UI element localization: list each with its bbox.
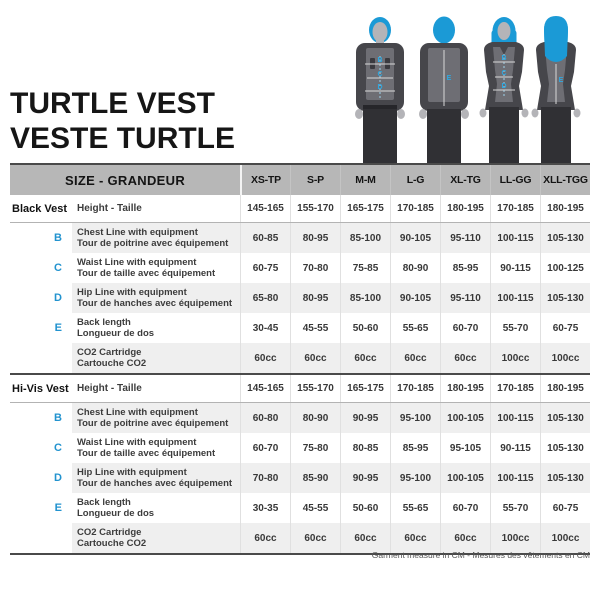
measure-value: 80-85 bbox=[340, 433, 390, 463]
measure-row bbox=[10, 223, 590, 253]
measure-value: 105-130 bbox=[540, 433, 590, 463]
figure-female-front bbox=[480, 17, 529, 165]
measure-value: 105-130 bbox=[540, 403, 590, 433]
back-length-letter: E bbox=[558, 77, 564, 84]
measure-value: 60-75 bbox=[240, 253, 290, 283]
measure-value: 30-45 bbox=[240, 313, 290, 343]
measure-letter bbox=[10, 343, 72, 373]
footer-note: Garment measure in CM - Mesures des vêtements en CM bbox=[371, 550, 590, 560]
measure-value: 60-70 bbox=[440, 493, 490, 523]
height-value: 165-175 bbox=[340, 375, 390, 402]
measure-value: 60cc bbox=[340, 343, 390, 373]
label-fr: Tour de hanches avec équipement bbox=[77, 478, 233, 489]
size-table-body bbox=[10, 195, 590, 553]
figure-male-back bbox=[419, 17, 469, 166]
measure-value: 60cc bbox=[440, 523, 490, 553]
measure-label bbox=[72, 223, 240, 253]
label-en: Back length bbox=[77, 317, 131, 328]
label-en: CO2 Cartridge bbox=[77, 347, 142, 358]
measure-value: 75-80 bbox=[290, 433, 340, 463]
label-en: Back length bbox=[77, 497, 131, 508]
height-value: 180-195 bbox=[540, 195, 590, 222]
measure-value: 85-100 bbox=[340, 223, 390, 253]
page-title bbox=[10, 86, 235, 156]
measure-letter: D bbox=[10, 463, 72, 493]
height-value: 145-165 bbox=[240, 195, 290, 222]
height-value: 170-185 bbox=[390, 195, 440, 222]
label-fr: Tour de taille avec équipement bbox=[77, 268, 216, 279]
measure-value: 90-105 bbox=[390, 283, 440, 313]
measure-label bbox=[72, 493, 240, 523]
label-fr: Longueur de dos bbox=[77, 328, 155, 339]
label-en: Hip Line with equipment bbox=[77, 467, 187, 478]
measure-letter: C bbox=[10, 433, 72, 463]
label-fr: Tour de poitrine avec équipement bbox=[77, 418, 229, 429]
measure-value: 55-65 bbox=[390, 313, 440, 343]
measure-label bbox=[72, 433, 240, 463]
measure-value: 100cc bbox=[490, 343, 540, 373]
measure-row bbox=[10, 493, 590, 523]
measure-value: 60cc bbox=[390, 523, 440, 553]
measure-value: 100cc bbox=[540, 523, 590, 553]
measure-value: 55-70 bbox=[490, 313, 540, 343]
size-column-header: L-G bbox=[390, 165, 440, 195]
label-en: Chest Line with equipment bbox=[77, 227, 198, 238]
measure-letter: B bbox=[10, 223, 72, 253]
measure-value: 60cc bbox=[240, 343, 290, 373]
measure-value: 60-80 bbox=[240, 403, 290, 433]
measure-value: 50-60 bbox=[340, 493, 390, 523]
measure-row bbox=[10, 343, 590, 373]
table-header-row bbox=[10, 163, 590, 195]
label-en: CO2 Cartridge bbox=[77, 527, 142, 538]
hip-letter: D bbox=[377, 84, 383, 91]
measure-label bbox=[72, 253, 240, 283]
height-value: 165-175 bbox=[340, 195, 390, 222]
measure-label bbox=[72, 343, 240, 373]
measure-value: 60cc bbox=[440, 343, 490, 373]
label-fr: Tour de hanches avec équipement bbox=[77, 298, 233, 309]
measure-row bbox=[10, 313, 590, 343]
height-value: 180-195 bbox=[540, 375, 590, 402]
measure-value: 60cc bbox=[290, 343, 340, 373]
measure-value: 60cc bbox=[240, 523, 290, 553]
measure-label bbox=[72, 313, 240, 343]
measure-label bbox=[72, 403, 240, 433]
height-value: 155-170 bbox=[290, 375, 340, 402]
measure-row bbox=[10, 403, 590, 433]
height-value: 180-195 bbox=[440, 375, 490, 402]
measure-value: 100cc bbox=[490, 523, 540, 553]
measure-row bbox=[10, 463, 590, 493]
size-column-header: XS-TP bbox=[240, 165, 290, 195]
measure-value: 90-95 bbox=[340, 463, 390, 493]
measure-value: 100-125 bbox=[540, 253, 590, 283]
size-column-header: XL-TG bbox=[440, 165, 490, 195]
measure-value: 60-75 bbox=[540, 313, 590, 343]
measure-letter: C bbox=[10, 253, 72, 283]
measure-value: 70-80 bbox=[240, 463, 290, 493]
measure-value: 75-85 bbox=[340, 253, 390, 283]
label-en: Chest Line with equipment bbox=[77, 407, 198, 418]
measure-value: 85-95 bbox=[440, 253, 490, 283]
figure-male-front bbox=[355, 17, 405, 165]
measure-value: 85-90 bbox=[290, 463, 340, 493]
measure-value: 60cc bbox=[290, 523, 340, 553]
measure-value: 50-60 bbox=[340, 313, 390, 343]
height-value: 180-195 bbox=[440, 195, 490, 222]
section-row bbox=[10, 373, 590, 403]
measure-value: 90-95 bbox=[340, 403, 390, 433]
measure-value: 100-115 bbox=[490, 463, 540, 493]
measure-label bbox=[72, 283, 240, 313]
label-fr: Tour de poitrine avec équipement bbox=[77, 238, 229, 249]
measure-value: 60cc bbox=[390, 343, 440, 373]
size-header-label: SIZE - GRANDEUR bbox=[64, 172, 186, 188]
size-table bbox=[10, 163, 590, 555]
measure-label bbox=[72, 523, 240, 553]
measure-row bbox=[10, 253, 590, 283]
measure-value: 60-85 bbox=[240, 223, 290, 253]
label-en: Hip Line with equipment bbox=[77, 287, 187, 298]
measure-value: 70-80 bbox=[290, 253, 340, 283]
measure-value: 60-70 bbox=[240, 433, 290, 463]
measure-letter: D bbox=[10, 283, 72, 313]
label-fr: Longueur de dos bbox=[77, 508, 155, 519]
measure-value: 55-70 bbox=[490, 493, 540, 523]
measure-value: 30-35 bbox=[240, 493, 290, 523]
measure-row bbox=[10, 433, 590, 463]
label-fr: Tour de taille avec équipement bbox=[77, 448, 216, 459]
measure-value: 100-115 bbox=[490, 223, 540, 253]
title-line-fr: VESTE TURTLE bbox=[10, 122, 236, 155]
measure-value: 100-105 bbox=[440, 463, 490, 493]
measure-value: 45-55 bbox=[290, 493, 340, 523]
height-value: 170-185 bbox=[490, 375, 540, 402]
measure-value: 80-95 bbox=[290, 283, 340, 313]
measure-label bbox=[72, 463, 240, 493]
label-fr: Cartouche CO2 bbox=[77, 538, 147, 549]
measure-value: 90-115 bbox=[490, 433, 540, 463]
measure-value: 55-65 bbox=[390, 493, 440, 523]
measure-value: 95-100 bbox=[390, 403, 440, 433]
measure-value: 80-90 bbox=[290, 403, 340, 433]
measure-row bbox=[10, 283, 590, 313]
size-diagram bbox=[322, 12, 588, 165]
measure-value: 95-100 bbox=[390, 463, 440, 493]
measure-value: 100-105 bbox=[440, 403, 490, 433]
size-column-header: XLL-TGG bbox=[540, 165, 590, 195]
measure-value: 85-95 bbox=[390, 433, 440, 463]
measure-letter: E bbox=[10, 313, 72, 343]
measure-value: 65-80 bbox=[240, 283, 290, 313]
figure-female-back bbox=[532, 16, 581, 165]
chest-letter: B bbox=[377, 57, 383, 64]
measure-letter: E bbox=[10, 493, 72, 523]
section-name: Hi-Vis Vest bbox=[10, 375, 72, 402]
chest-letter: B bbox=[501, 55, 507, 62]
measure-value: 105-130 bbox=[540, 283, 590, 313]
title-line-en: TURTLE VEST bbox=[10, 87, 216, 120]
section-name: Black Vest bbox=[10, 195, 72, 222]
back-length-letter: E bbox=[446, 75, 452, 82]
measure-value: 90-115 bbox=[490, 253, 540, 283]
size-column-header: M-M bbox=[340, 165, 390, 195]
measure-value: 80-95 bbox=[290, 223, 340, 253]
size-column-header: LL-GG bbox=[490, 165, 540, 195]
label-fr: Cartouche CO2 bbox=[77, 358, 147, 369]
waist-letter: C bbox=[501, 70, 507, 77]
measure-value: 85-100 bbox=[340, 283, 390, 313]
measure-value: 95-110 bbox=[440, 283, 490, 313]
section-row bbox=[10, 195, 590, 223]
measure-value: 45-55 bbox=[290, 313, 340, 343]
hip-letter: D bbox=[501, 83, 507, 90]
measure-value: 95-105 bbox=[440, 433, 490, 463]
height-value: 170-185 bbox=[390, 375, 440, 402]
measure-value: 100cc bbox=[540, 343, 590, 373]
measure-value: 60-75 bbox=[540, 493, 590, 523]
height-label: Height - Taille bbox=[72, 195, 240, 222]
measure-value: 105-130 bbox=[540, 463, 590, 493]
measure-value: 60-70 bbox=[440, 313, 490, 343]
label-en: Waist Line with equipment bbox=[77, 257, 197, 268]
measure-value: 80-90 bbox=[390, 253, 440, 283]
measure-value: 100-115 bbox=[490, 283, 540, 313]
measure-value: 100-115 bbox=[490, 403, 540, 433]
label-en: Waist Line with equipment bbox=[77, 437, 197, 448]
height-value: 145-165 bbox=[240, 375, 290, 402]
height-value: 155-170 bbox=[290, 195, 340, 222]
measure-letter: B bbox=[10, 403, 72, 433]
height-value: 170-185 bbox=[490, 195, 540, 222]
measure-value: 60cc bbox=[340, 523, 390, 553]
measure-letter bbox=[10, 523, 72, 553]
measure-value: 105-130 bbox=[540, 223, 590, 253]
waist-letter: C bbox=[377, 71, 383, 78]
measure-value: 95-110 bbox=[440, 223, 490, 253]
measure-value: 90-105 bbox=[390, 223, 440, 253]
size-column-header: S-P bbox=[290, 165, 340, 195]
height-label: Height - Taille bbox=[72, 375, 240, 402]
measure-row bbox=[10, 523, 590, 553]
